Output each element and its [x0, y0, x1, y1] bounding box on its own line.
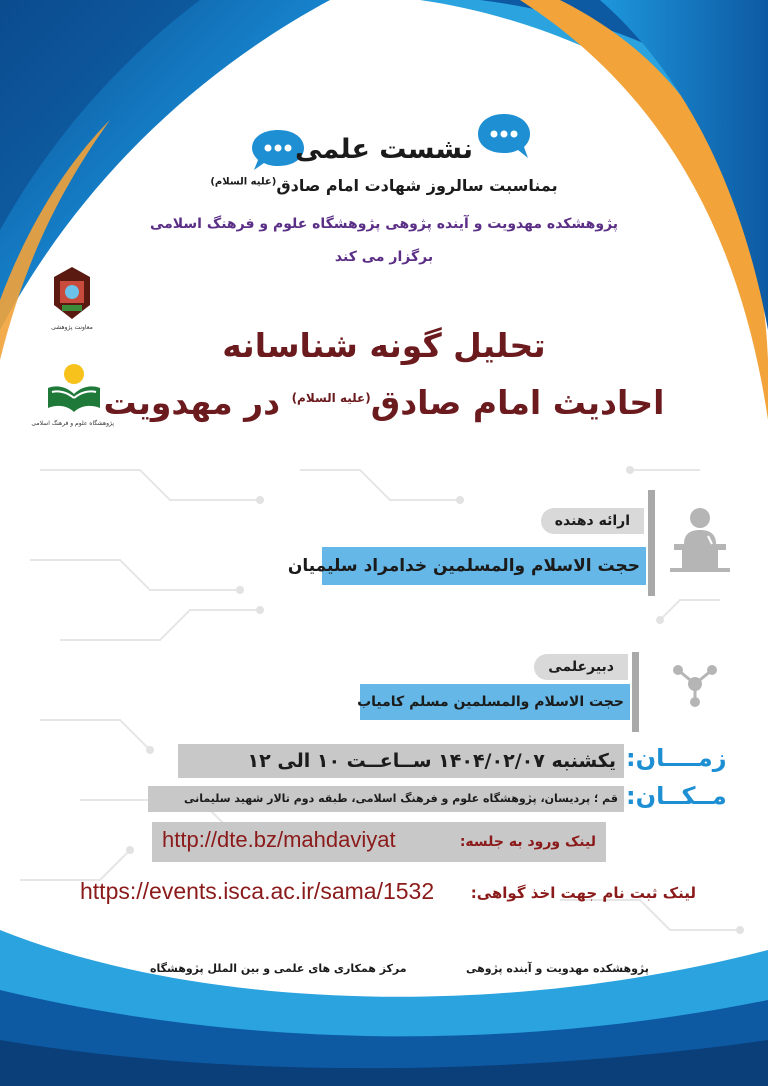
secretary-divider: [632, 652, 639, 732]
occasion-text: بمناسبت سالروز شهادت امام صادق: [276, 176, 558, 195]
register-link-label: لینک ثبت نام جهت اخذ گواهی:: [470, 884, 696, 902]
deputy-research-emblem-icon: [50, 265, 94, 321]
place-label: مــکــان:: [626, 782, 727, 810]
occasion-line: [0, 176, 768, 195]
session-link-url[interactable]: http://dte.bz/mahdaviyat: [162, 827, 396, 852]
presenter-role: ارائه دهنده: [541, 508, 644, 534]
secretary-name: حجت الاسلام والمسلمین مسلم کامیاب: [360, 684, 630, 720]
time-label: زمــــان:: [626, 744, 727, 772]
topic-line-1: تحلیل گونه شناسانه: [222, 326, 546, 365]
register-link-url[interactable]: https://events.isca.ac.ir/sama/1532: [80, 878, 435, 904]
logo2-caption: پژوهشگاه علوم و فرهنگ اسلامی: [31, 420, 114, 427]
speaker-podium-icon: [668, 506, 732, 572]
event-title: نشست علمی: [295, 134, 473, 165]
network-nodes-icon: [670, 660, 720, 708]
topic-line-2a: احادیث امام صادق: [370, 383, 665, 422]
topic-line-2b: در مهدویت: [103, 383, 281, 422]
footer-right-text: پژوهشکده مهدویت و آینده پژوهی: [466, 962, 649, 975]
session-link-label: لینک ورود به جلسه:: [459, 834, 596, 850]
topic-honorific: (علیه السلام): [291, 391, 371, 405]
logo1-caption: معاونت پژوهشی: [51, 324, 93, 331]
footer-left-text: مرکز همکاری های علمی و بین الملل پژوهشگاه: [150, 962, 407, 975]
occasion-honorific: (علیه السلام): [210, 176, 277, 188]
organizer-suffix: برگزار می کند: [334, 249, 434, 265]
presenter-divider: [648, 490, 655, 596]
time-value: یکشنبه ۱۴۰۴/۰۲/۰۷ ســاعــت ۱۰ الی ۱۲: [178, 744, 624, 778]
organizer-line: پژوهشکده مهدویت و آینده پژوهی پژوهشگاه علوم و فرهنگ اسلامی: [149, 216, 619, 232]
presenter-name: حجت الاسلام والمسلمین خدامراد سلیمیان: [322, 547, 646, 585]
topic-line-2: [0, 383, 768, 422]
place-value: قم ؛ پردیسان، پژوهشگاه علوم و فرهنگ اسلامی، طبقه دوم تالار شهید سلیمانی: [148, 786, 624, 812]
secretary-role: دبیرعلمی: [534, 654, 628, 680]
